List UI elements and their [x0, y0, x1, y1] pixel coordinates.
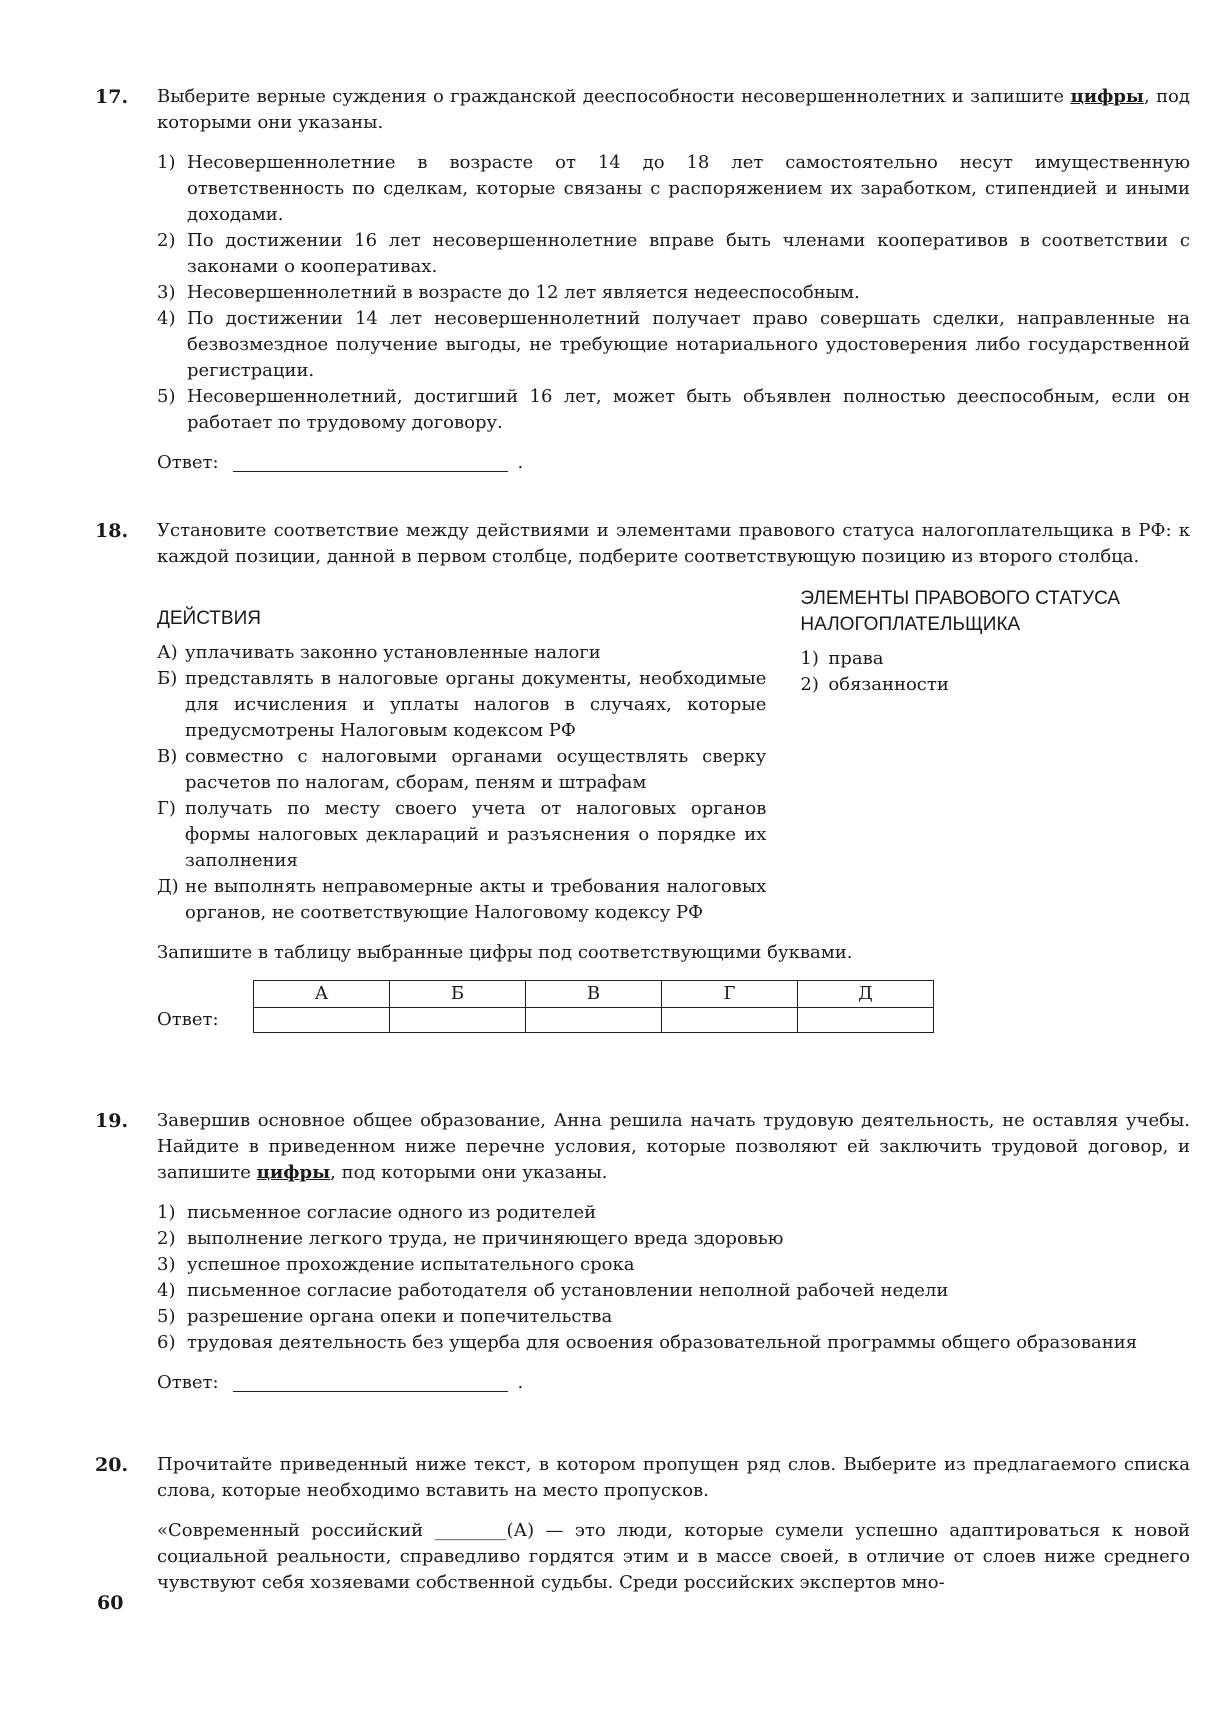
- table-header-cell: Б: [390, 981, 526, 1008]
- options-list: [157, 150, 1190, 436]
- action-letter: Г): [157, 798, 176, 819]
- task-number: 20.: [95, 1454, 129, 1476]
- list-item: [157, 150, 1190, 228]
- action-letter: В): [157, 746, 178, 767]
- option-text: письменное согласие работодателя об установлении неполной рабочей недели: [187, 1280, 949, 1301]
- answer-cell[interactable]: [798, 1008, 934, 1033]
- passage-continuation: (А) — это люди, которые сумели успешно адаптироваться к новой социальной реальности, справедливо гордятся этим и в массе своей, в отличие от слоев ниже среднего чувствуют себя хозяевами собственной судьбы. Среди российских экспертов мно-: [157, 1520, 1191, 1593]
- option-text: Несовершеннолетний в возрасте до 12 лет является недееспособным.: [187, 282, 860, 303]
- option-number: 2): [157, 230, 176, 251]
- action-text: получать по месту своего учета от налоговых органов формы налоговых деклараций и разъяснения о порядке их заполнения: [185, 798, 767, 871]
- option-text: успешное прохождение испытательного срока: [187, 1254, 635, 1275]
- option-number: 2): [157, 1228, 176, 1249]
- option-text: разрешение органа опеки и попечительства: [187, 1306, 613, 1327]
- option-text: Несовершеннолетние в возрасте от 14 до 18 лет самостоятельно несут имущественную ответственность по сделкам, которые связаны с распоряжением их заработком, стипендией и иными доходами.: [187, 152, 1190, 225]
- element-text: права: [828, 648, 884, 669]
- intro-text: Выберите верные суждения о гражданской дееспособности несовершеннолетних и запишите: [157, 86, 1071, 107]
- option-number: 1): [157, 1202, 176, 1223]
- answer-table-row: [157, 980, 1190, 1033]
- passage-text: [157, 1518, 1190, 1596]
- actions-list: [157, 640, 766, 926]
- option-number: 1): [157, 152, 176, 173]
- answer-table: [253, 980, 934, 1033]
- answer-cell[interactable]: [662, 1008, 798, 1033]
- answer-row: [157, 1370, 1190, 1396]
- action-letter: А): [157, 642, 178, 663]
- list-item: [157, 228, 1190, 280]
- action-letter: Д): [157, 876, 179, 897]
- list-item: [157, 796, 766, 874]
- keyword-digits: цифры: [256, 1162, 331, 1183]
- task-17: [95, 84, 1190, 476]
- element-text: обязанности: [828, 674, 949, 695]
- list-item: [157, 306, 1190, 384]
- answer-field[interactable]: [233, 1371, 508, 1392]
- answer-end: .: [517, 1372, 524, 1393]
- list-item: [157, 874, 766, 926]
- passage-start: «Современный российский: [157, 1520, 435, 1541]
- option-number: 4): [157, 1280, 176, 1301]
- options-list: [157, 1200, 1190, 1356]
- task-19: [95, 1108, 1190, 1396]
- action-letter: Б): [157, 668, 178, 689]
- action-text: совместно с налоговыми органами осуществлять сверку расчетов по налогам, сборам, пеням и штрафам: [185, 746, 767, 793]
- task-intro: Прочитайте приведенный ниже текст, в котором пропущен ряд слов. Выберите из предлагаемого списка слова, которые необходимо вставить на место пропусков.: [157, 1454, 1190, 1501]
- task-number: 19.: [95, 1110, 129, 1132]
- table-header-cell: Д: [798, 981, 934, 1008]
- list-item: [157, 1200, 1190, 1226]
- elements-heading: ЭЛЕМЕНТЫ ПРАВОВОГО СТАТУСА НАЛОГОПЛАТЕЛЬЩИКА: [800, 588, 1121, 635]
- answer-cell[interactable]: [390, 1008, 526, 1033]
- elements-list: [800, 646, 1190, 698]
- actions-heading: ДЕЙСТВИЯ: [157, 608, 261, 629]
- element-number: 2): [800, 674, 819, 695]
- task-number: 18.: [95, 520, 129, 542]
- table-header-cell: В: [526, 981, 662, 1008]
- task-18: [95, 518, 1190, 1033]
- list-item: [157, 666, 766, 744]
- task-number: 17.: [95, 86, 129, 108]
- list-item: [157, 640, 766, 666]
- answer-label: Ответ:: [157, 1008, 219, 1030]
- answer-cell[interactable]: [526, 1008, 662, 1033]
- element-number: 1): [800, 648, 819, 669]
- list-item: [157, 280, 1190, 306]
- option-number: 4): [157, 308, 176, 329]
- answer-label: Ответ:: [157, 452, 219, 473]
- table-header-cell: А: [254, 981, 390, 1008]
- actions-column: [157, 586, 766, 926]
- option-number: 3): [157, 1254, 176, 1275]
- action-text: не выполнять неправомерные акты и требования налоговых органов, не соответствующие Налоговому кодексу РФ: [185, 876, 767, 923]
- option-text: трудовая деятельность без ущерба для освоения образовательной программы общего образования: [187, 1332, 1138, 1353]
- blank-a: ________: [434, 1520, 507, 1541]
- option-text: По достижении 14 лет несовершеннолетний получает право совершать сделки, направленные на безвозмездное получение выгоды, не требующие нотариального удостоверения либо государственной регистрации.: [187, 308, 1190, 381]
- option-number: 3): [157, 282, 176, 303]
- answer-field[interactable]: [233, 451, 508, 472]
- elements-column: [800, 586, 1190, 926]
- option-text: письменное согласие одного из родителей: [187, 1202, 597, 1223]
- option-text: Несовершеннолетний, достигший 16 лет, может быть объявлен полностью дееспособным, если он работает по трудовому договору.: [187, 386, 1190, 433]
- list-item: [157, 384, 1190, 436]
- list-item: [157, 744, 766, 796]
- option-text: выполнение легкого труда, не причиняющего вреда здоровью: [187, 1228, 784, 1249]
- action-text: уплачивать законно установленные налоги: [185, 642, 601, 663]
- keyword-digits: цифры: [1070, 86, 1144, 107]
- list-item: [157, 1226, 1190, 1252]
- page-number: 60: [97, 1592, 124, 1614]
- intro-text-end: , под которыми они указаны.: [330, 1162, 608, 1183]
- answer-row: [157, 450, 1190, 476]
- option-number: 6): [157, 1332, 176, 1353]
- action-text: представлять в налоговые органы документы, необходимые для исчисления и уплаты налогов в случаях, которые предусмотрены Налоговым кодексом РФ: [185, 668, 767, 741]
- matching-columns: [157, 586, 1190, 926]
- table-instruction: Запишите в таблицу выбранные цифры под соответствующими буквами.: [157, 942, 853, 963]
- answer-label: Ответ:: [157, 1372, 219, 1393]
- task-intro: [157, 84, 1190, 136]
- intro-text-end: , под которыми они указаны.: [157, 86, 1190, 133]
- list-item: [157, 1278, 1190, 1304]
- table-header-cell: Г: [662, 981, 798, 1008]
- option-text: По достижении 16 лет несовершеннолетние вправе быть членами кооперативов в соответствии с законами о кооперативах.: [187, 230, 1190, 277]
- answer-end: .: [517, 452, 524, 473]
- intro-text: Завершив основное общее образование, Анна решила начать трудовую деятельность, не оставляя учебы. Найдите в приведенном ниже перечне условия, которые позволяют ей заключить трудовой договор, и запишите: [157, 1110, 1190, 1183]
- list-item: [157, 1330, 1190, 1356]
- list-item: [157, 1304, 1190, 1330]
- list-item: [800, 672, 1190, 698]
- task-intro: Установите соответствие между действиями и элементами правового статуса налогоплательщика в РФ: к каждой позиции, данной в первом столбце, подберите соответствующую позицию из второго столбца.: [157, 520, 1190, 567]
- list-item: [157, 1252, 1190, 1278]
- option-number: 5): [157, 386, 176, 407]
- list-item: [800, 646, 1190, 672]
- task-20: [95, 1452, 1190, 1596]
- answer-cell[interactable]: [254, 1008, 390, 1033]
- task-intro: [157, 1108, 1190, 1186]
- option-number: 5): [157, 1306, 176, 1327]
